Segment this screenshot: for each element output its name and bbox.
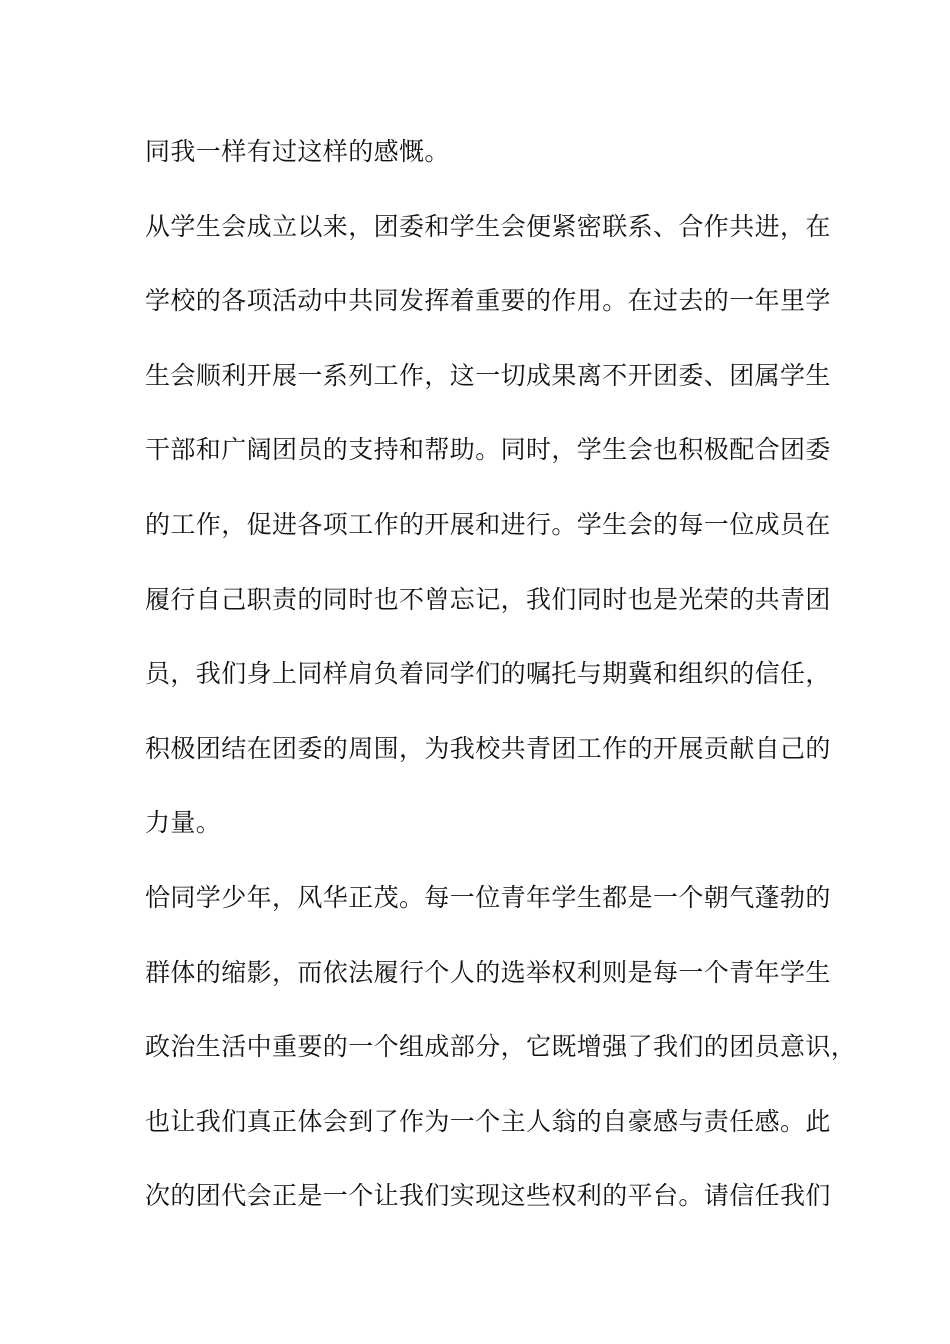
text-line: 的工作，促进各项工作的开展和进行。学生会的每一位成员在 (145, 509, 831, 539)
text-line: 从学生会成立以来，团委和学生会便紧密联系、合作共进，在 (145, 211, 831, 241)
text-line: 干部和广阔团员的支持和帮助。同时，学生会也积极配合团委 (145, 435, 831, 465)
body-text (145, 126, 857, 1245)
text-line: 履行自己职责的同时也不曾忘记，我们同时也是光荣的共青团 (145, 584, 831, 614)
text-line: 员，我们身上同样肩负着同学们的嘱托与期冀和组织的信任， (145, 659, 831, 689)
text-line: 也让我们真正体会到了作为一个主人翁的自豪感与责任感。此 (145, 1106, 831, 1136)
text-line: 力量。 (145, 808, 222, 838)
text-line: 群体的缩影，而依法履行个人的选举权利则是每一个青年学生 (145, 957, 831, 987)
text-line: 学校的各项活动中共同发挥着重要的作用。在过去的一年里学 (145, 286, 831, 316)
text-line: 生会顺利开展一系列工作，这一切成果离不开团委、团属学生 (145, 360, 831, 390)
text-line: 恰同学少年，风华正茂。每一位青年学生都是一个朝气蓬勃的 (145, 882, 831, 912)
text-line: 积极团结在团委的周围，为我校共青团工作的开展贡献自己的 (145, 733, 831, 763)
text-line: 政治生活中重要的一个组成部分，它既增强了我们的团员意识， (145, 1032, 857, 1062)
text-line: 同我一样有过这样的感慨。 (145, 137, 450, 166)
text-line: 次的团代会正是一个让我们实现这些权利的平台。请信任我们 (145, 1181, 831, 1211)
